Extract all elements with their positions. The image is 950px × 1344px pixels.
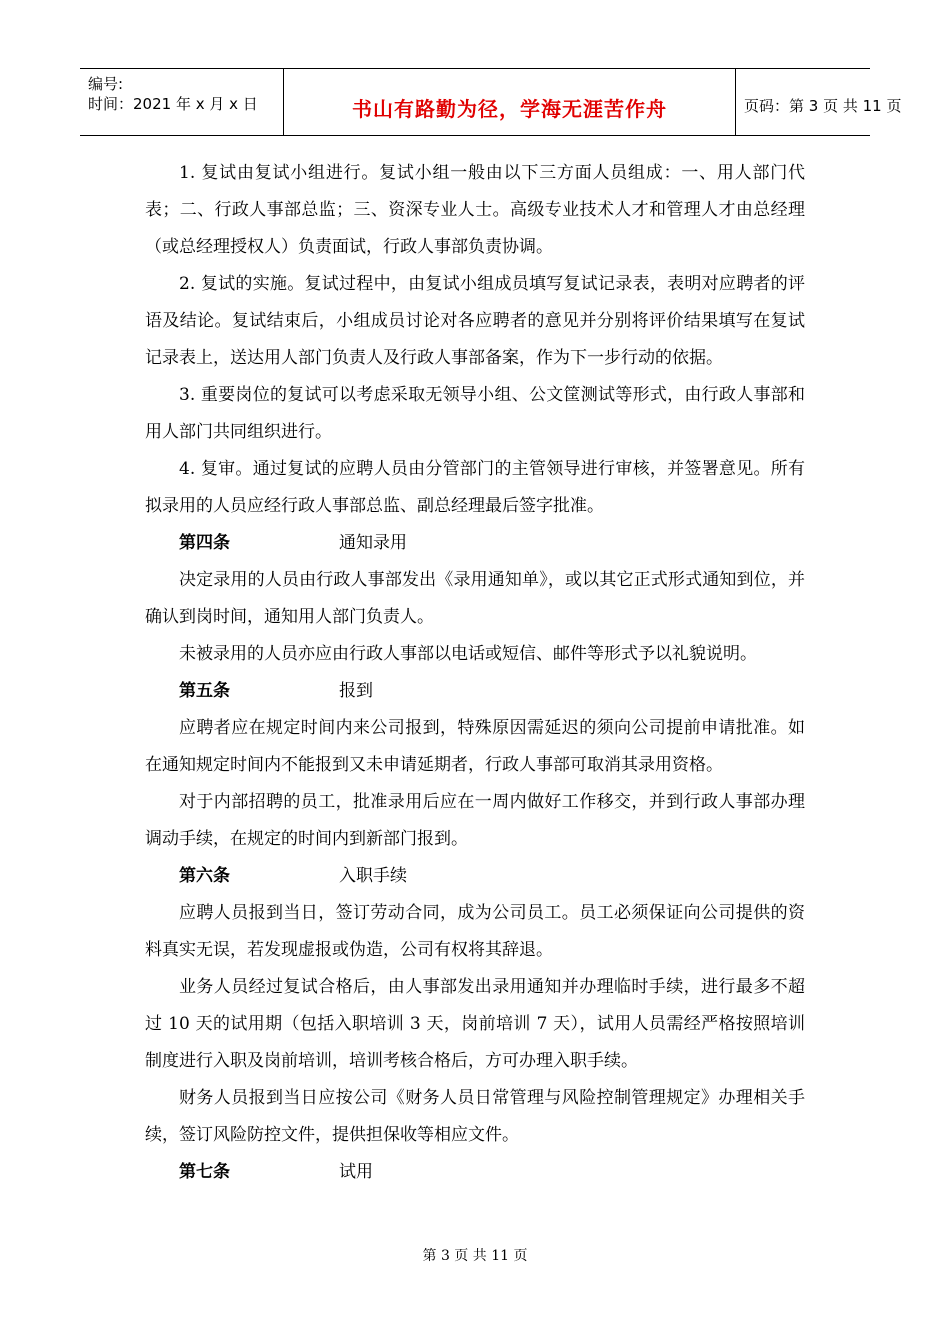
header-page-cell	[736, 69, 902, 135]
document-date-label: 时间：2021 年 x 月 x 日	[88, 95, 258, 113]
article-title: 通知录用	[339, 533, 407, 553]
paragraph: 决定录用的人员由行政人事部发出《录用通知单》，或以其它正式形式通知到位，并确认到岗时间，通知用人部门负责人。	[145, 570, 805, 627]
article-number: 第四条	[179, 533, 230, 553]
paragraph: 对于内部招聘的员工，批准录用后应在一周内做好工作移交，并到行政人事部办理调动手续，在规定的时间内到新部门报到。	[145, 792, 805, 849]
paragraph-interview-process: 2. 复试的实施。复试过程中，由复试小组成员填写复试记录表，表明对应聘者的评语及结论。复试结束后，小组成员讨论对各应聘者的意见并分别将评价结果填写在复试记录表上，送达用人部门负责人及行政人事部备案，作为下一步行动的依据。	[145, 274, 805, 368]
article-title: 试用	[339, 1162, 373, 1182]
article-title: 入职手续	[339, 866, 407, 886]
page-header	[80, 68, 902, 136]
paragraph: 应聘者应在规定时间内来公司报到，特殊原因需延迟的须向公司提前申请批准。如在通知规定时间内不能报到又未申请延期者，行政人事部可取消其录用资格。	[145, 718, 805, 775]
article-number: 第六条	[179, 866, 230, 886]
header-meta-cell	[80, 69, 284, 135]
header-page-number: 页码：第 3 页 共 11 页	[744, 97, 902, 115]
article-heading-4	[145, 525, 805, 562]
article-heading-7	[145, 1154, 805, 1191]
header-motto: 书山有路勤为径，学海无涯苦作舟	[352, 97, 667, 121]
paragraph-key-positions: 3. 重要岗位的复试可以考虑采取无领导小组、公文筐测试等形式，由行政人事部和用人部门共同组织进行。	[145, 385, 805, 442]
document-number-label: 编号:	[88, 75, 124, 93]
article-heading-6	[145, 858, 805, 895]
paragraph-interview-group: 1. 复试由复试小组进行。复试小组一般由以下三方面人员组成：一、用人部门代表；二、行政人事部总监；三、资深专业人士。高级专业技术人才和管理人才由总经理（或总经理授权人）负责面试，行政人事部负责协调。	[145, 163, 805, 257]
header-motto-cell	[284, 69, 736, 135]
paragraph: 未被录用的人员亦应由行政人事部以电话或短信、邮件等形式予以礼貌说明。	[179, 644, 757, 664]
article-number: 第七条	[179, 1162, 230, 1182]
paragraph-review: 4. 复审。通过复试的应聘人员由分管部门的主管领导进行审核，并签署意见。所有拟录用的人员应经行政人事部总监、副总经理最后签字批准。	[145, 459, 805, 516]
article-heading-5	[145, 673, 805, 710]
paragraph: 应聘人员报到当日，签订劳动合同，成为公司员工。员工必须保证向公司提供的资料真实无误，若发现虚报或伪造，公司有权将其辞退。	[145, 903, 805, 960]
article-number: 第五条	[179, 681, 230, 701]
document-body	[145, 155, 805, 1191]
page-footer: 第 3 页 共 11 页	[422, 1248, 528, 1264]
article-title: 报到	[339, 681, 373, 701]
paragraph: 业务人员经过复试合格后，由人事部发出录用通知并办理临时手续，进行最多不超过 10 天的试用期（包括入职培训 3 天，岗前培训 7 天），试用人员需经严格按照培训制度进行入职及岗前培训，培训考核合格后，方可办理入职手续。	[145, 977, 805, 1071]
paragraph: 财务人员报到当日应按公司《财务人员日常管理与风险控制管理规定》办理相关手续，签订风险防控文件，提供担保收等相应文件。	[145, 1088, 805, 1145]
